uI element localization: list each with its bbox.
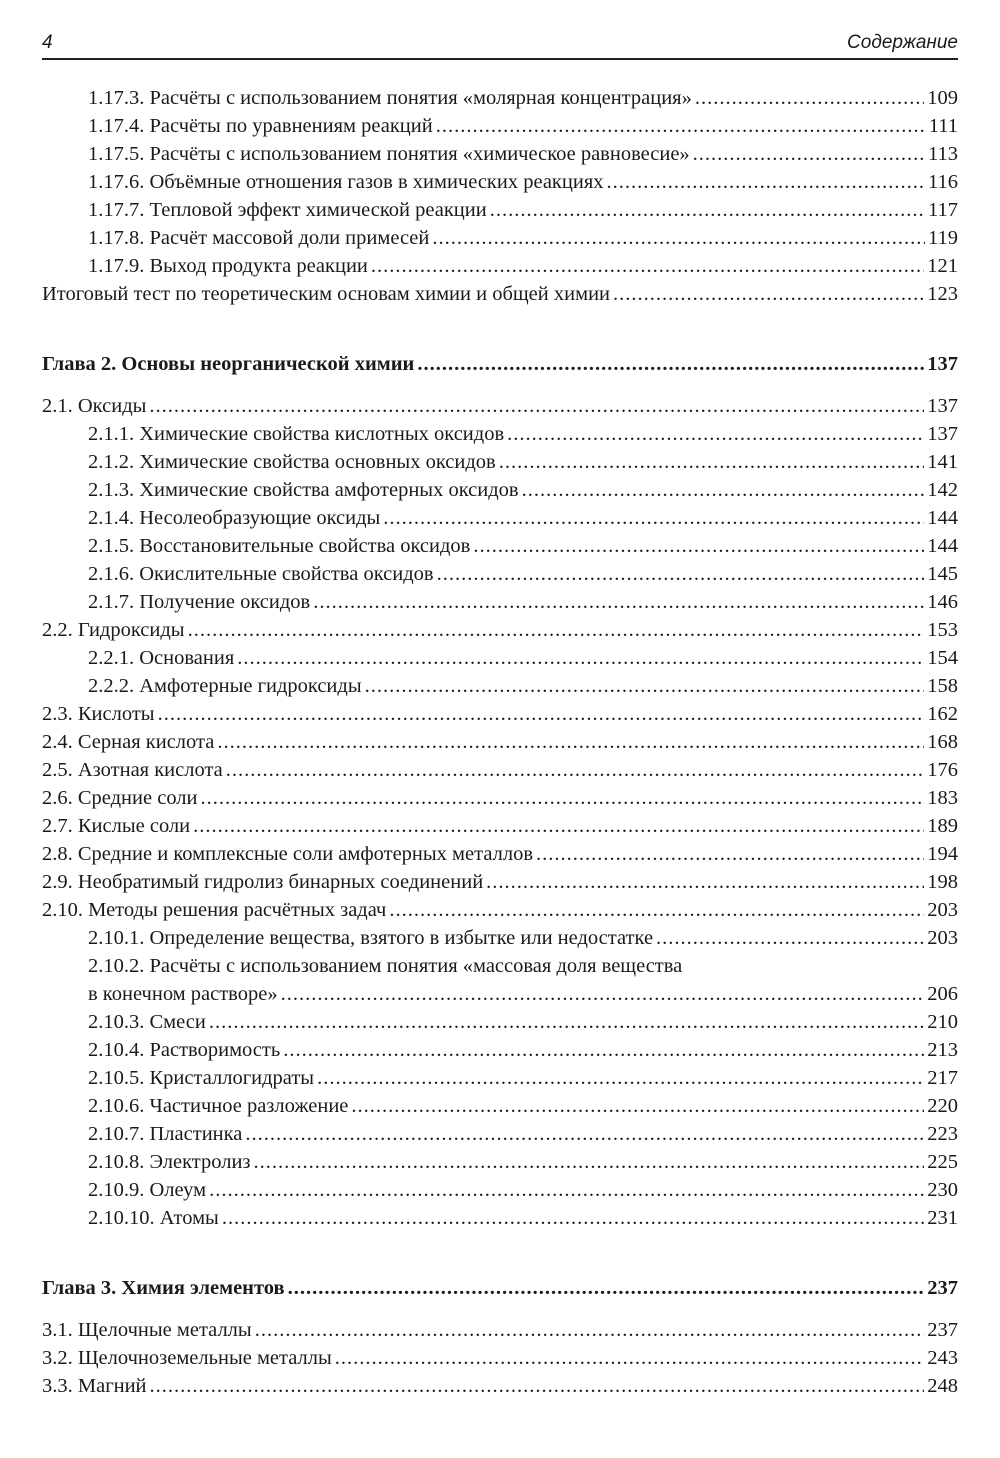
toc-entry-page: 223	[927, 1123, 958, 1145]
toc-entry-page: 109	[927, 87, 958, 109]
toc-entry-page: 162	[927, 703, 958, 725]
toc-entry-label: 2.1.1. Химические свойства кислотных оксидов	[88, 423, 505, 445]
toc-entry	[42, 252, 958, 280]
toc-entry-label: 2.1.7. Получение оксидов	[88, 591, 311, 613]
toc-entry-page: 141	[927, 451, 958, 473]
chapter-spacer	[42, 378, 958, 392]
toc-entry	[42, 280, 958, 308]
toc-entry	[42, 84, 958, 112]
page-number: 4	[42, 32, 53, 53]
toc-entry	[42, 616, 958, 644]
toc-entry	[42, 1148, 958, 1176]
toc-entry-page: 237	[927, 1319, 958, 1341]
toc-entry-label: 2.5. Азотная кислота	[42, 759, 223, 781]
toc-entry	[42, 672, 958, 700]
toc-entry-page: 117	[928, 199, 958, 221]
dot-leader	[693, 140, 925, 168]
dot-leader	[158, 700, 925, 728]
dot-leader	[351, 1092, 924, 1120]
toc-entry	[42, 896, 958, 924]
toc-entry-label: 2.10.8. Электролиз	[88, 1151, 251, 1173]
toc-entry-label: 2.1. Оксиды	[42, 395, 147, 417]
toc-entry	[42, 1092, 958, 1120]
toc-entry-label: 2.9. Необратимый гидролиз бинарных соединений	[42, 871, 484, 893]
toc-entry-page: 217	[927, 1067, 958, 1089]
dot-leader	[383, 504, 924, 532]
toc-entry	[42, 112, 958, 140]
toc-entry-label: 2.7. Кислые соли	[42, 815, 191, 837]
dot-leader	[499, 448, 925, 476]
toc-entry-page: 119	[928, 227, 958, 249]
dot-leader	[288, 1274, 925, 1302]
toc-entry-page: 153	[927, 619, 958, 641]
toc-entry	[42, 700, 958, 728]
toc-entry	[42, 784, 958, 812]
toc-entry	[42, 168, 958, 196]
toc-entry-continuation	[42, 980, 958, 1008]
toc-entry	[42, 560, 958, 588]
toc-entry	[42, 1344, 958, 1372]
toc-entry-page: 194	[927, 843, 958, 865]
toc-entry-page: 198	[927, 871, 958, 893]
toc-entry-label: 2.1.3. Химические свойства амфотерных оксидов	[88, 479, 519, 501]
toc-entry	[42, 924, 958, 952]
dot-leader	[254, 1148, 925, 1176]
toc-entry-label: Глава 2. Основы неорганической химии	[42, 353, 415, 375]
dot-leader	[237, 644, 924, 672]
toc-entry-label: 2.10.7. Пластинка	[88, 1123, 243, 1145]
toc-entry-page: 146	[927, 591, 958, 613]
toc-entry-page: 210	[927, 1011, 958, 1033]
toc-entry-label: 1.17.5. Расчёты с использованием понятия «химическое равновесие»	[88, 143, 690, 165]
toc-entry	[42, 392, 958, 420]
dot-leader	[281, 980, 925, 1008]
dot-leader	[150, 1372, 925, 1400]
toc-entry-label: 3.1. Щелочные металлы	[42, 1319, 252, 1341]
toc-entry-page: 203	[927, 899, 958, 921]
toc-entry	[42, 812, 958, 840]
toc-entry	[42, 448, 958, 476]
toc-entry-label: Итоговый тест по теоретическим основам химии и общей химии	[42, 283, 611, 305]
toc-entry	[42, 1176, 958, 1204]
toc-entry	[42, 532, 958, 560]
toc-entry-label: 2.4. Серная кислота	[42, 731, 215, 753]
toc-entry	[42, 224, 958, 252]
chapter-spacer	[42, 308, 958, 350]
toc-entry-label: 2.10.4. Растворимость	[88, 1039, 281, 1061]
toc-entry-label: 2.10.9. Олеум	[88, 1179, 207, 1201]
toc-entry-label: 2.10.1. Определение вещества, взятого в избытке или недостатке	[88, 927, 654, 949]
dot-leader	[486, 868, 924, 896]
dot-leader	[217, 728, 924, 756]
toc-entry	[42, 588, 958, 616]
toc-entry-page: 206	[927, 983, 958, 1005]
dot-leader	[389, 896, 924, 924]
toc-entry	[42, 952, 958, 980]
chapter-spacer	[42, 1302, 958, 1316]
toc-entry-label: 2.1.2. Химические свойства основных оксидов	[88, 451, 496, 473]
toc-entry-page: 248	[927, 1375, 958, 1397]
toc-entry-page: 213	[927, 1039, 958, 1061]
toc-entry-label: Глава 3. Химия элементов	[42, 1277, 285, 1299]
toc-entry-page: 144	[927, 535, 958, 557]
toc-entry	[42, 756, 958, 784]
toc-entry-label: 1.17.6. Объёмные отношения газов в химических реакциях	[88, 171, 604, 193]
dot-leader	[656, 924, 924, 952]
toc-entry-page: 137	[927, 423, 958, 445]
toc-entry-label: 1.17.4. Расчёты по уравнениям реакций	[88, 115, 433, 137]
toc-entry-label: 1.17.3. Расчёты с использованием понятия «молярная концентрация»	[88, 87, 692, 109]
toc-entry-label: 3.3. Магний	[42, 1375, 147, 1397]
toc-entry-page: 137	[927, 395, 958, 417]
toc-chapter-entry	[42, 1274, 958, 1302]
toc-entry-page: 203	[927, 927, 958, 949]
dot-leader	[507, 420, 924, 448]
toc-entry-label: 2.2.1. Основания	[88, 647, 235, 669]
dot-leader	[149, 392, 924, 420]
toc-entry	[42, 728, 958, 756]
dot-leader	[209, 1176, 924, 1204]
toc-entry	[42, 1120, 958, 1148]
toc-entry-label: 2.2.2. Амфотерные гидроксиды	[88, 675, 362, 697]
toc-entry-label: 2.1.6. Окислительные свойства оксидов	[88, 563, 434, 585]
toc-entry-label: 2.10.10. Атомы	[88, 1207, 219, 1229]
toc-entry-label: 2.10.5. Кристаллогидраты	[88, 1067, 315, 1089]
toc-entry-page: 113	[928, 143, 958, 165]
toc-entry-page: 176	[927, 759, 958, 781]
toc-entry-page: 225	[927, 1151, 958, 1173]
toc-entry-label: 2.6. Средние соли	[42, 787, 198, 809]
dot-leader	[436, 112, 926, 140]
toc-entry-page: 144	[927, 507, 958, 529]
toc-entry	[42, 504, 958, 532]
dot-leader	[313, 588, 924, 616]
toc-chapter-entry	[42, 350, 958, 378]
dot-leader	[222, 1204, 924, 1232]
dot-leader	[193, 812, 924, 840]
toc-entry-page: 158	[927, 675, 958, 697]
toc-entry-label: 2.10.6. Частичное разложение	[88, 1095, 349, 1117]
toc-entry-page: 230	[927, 1179, 958, 1201]
toc-entry-label: 2.10. Методы решения расчётных задач	[42, 899, 387, 921]
toc-entry-label: 2.8. Средние и комплексные соли амфотерных металлов	[42, 843, 533, 865]
dot-leader	[473, 532, 924, 560]
dot-leader	[226, 756, 924, 784]
toc-entry-page: 121	[927, 255, 958, 277]
dot-leader	[522, 476, 925, 504]
toc-entry	[42, 196, 958, 224]
toc-entry	[42, 840, 958, 868]
dot-leader	[335, 1344, 925, 1372]
toc-entry	[42, 644, 958, 672]
toc-entry-label: 2.3. Кислоты	[42, 703, 155, 725]
toc-entry	[42, 476, 958, 504]
toc-entry-page: 123	[927, 283, 958, 305]
toc-entry	[42, 1372, 958, 1400]
toc-entry-label: 2.10.2. Расчёты с использованием понятия «массовая доля вещества	[88, 955, 683, 977]
toc-entry-label: 1.17.7. Тепловой эффект химической реакции	[88, 199, 487, 221]
toc-entry-label: 1.17.9. Выход продукта реакции	[88, 255, 368, 277]
dot-leader	[437, 560, 925, 588]
toc-entry-page: 231	[927, 1207, 958, 1229]
table-of-contents	[42, 84, 958, 1400]
dot-leader	[371, 252, 924, 280]
chapter-spacer	[42, 1232, 958, 1274]
toc-entry-label: 2.2. Гидроксиды	[42, 619, 185, 641]
toc-entry-page: 189	[927, 815, 958, 837]
dot-leader	[209, 1008, 924, 1036]
toc-entry	[42, 420, 958, 448]
toc-entry-page: 183	[927, 787, 958, 809]
running-title: Содержание	[847, 32, 958, 53]
dot-leader	[317, 1064, 924, 1092]
toc-entry-page: 111	[928, 115, 958, 137]
dot-leader	[188, 616, 925, 644]
toc-entry-page: 116	[928, 171, 958, 193]
toc-entry-label: 2.10.3. Смеси	[88, 1011, 206, 1033]
dot-leader	[432, 224, 925, 252]
toc-entry-page: 145	[927, 563, 958, 585]
dot-leader	[490, 196, 925, 224]
toc-entry-label: 1.17.8. Расчёт массовой доли примесей	[88, 227, 430, 249]
dot-leader	[245, 1120, 924, 1148]
dot-leader	[283, 1036, 924, 1064]
toc-entry-label: 2.1.4. Несолеобразующие оксиды	[88, 507, 381, 529]
toc-entry-label: 2.1.5. Восстановительные свойства оксидов	[88, 535, 471, 557]
toc-entry-label-continuation: в конечном растворе»	[88, 983, 278, 1005]
running-header	[42, 30, 958, 60]
dot-leader	[417, 350, 924, 378]
toc-entry-label: 3.2. Щелочноземельные металлы	[42, 1347, 332, 1369]
toc-entry	[42, 1316, 958, 1344]
toc-entry-page: 168	[927, 731, 958, 753]
toc-entry	[42, 1204, 958, 1232]
dot-leader	[365, 672, 925, 700]
toc-entry-page: 142	[927, 479, 958, 501]
toc-entry	[42, 868, 958, 896]
dot-leader	[613, 280, 924, 308]
dot-leader	[695, 84, 924, 112]
toc-entry	[42, 1008, 958, 1036]
dot-leader	[607, 168, 925, 196]
toc-entry	[42, 1036, 958, 1064]
toc-entry-page: 137	[927, 353, 958, 375]
dot-leader	[201, 784, 925, 812]
toc-entry-page: 243	[927, 1347, 958, 1369]
dot-leader	[255, 1316, 925, 1344]
dot-leader	[536, 840, 924, 868]
toc-entry-page: 237	[927, 1277, 958, 1299]
toc-entry-page: 220	[927, 1095, 958, 1117]
toc-entry	[42, 1064, 958, 1092]
toc-entry	[42, 140, 958, 168]
toc-entry-page: 154	[927, 647, 958, 669]
